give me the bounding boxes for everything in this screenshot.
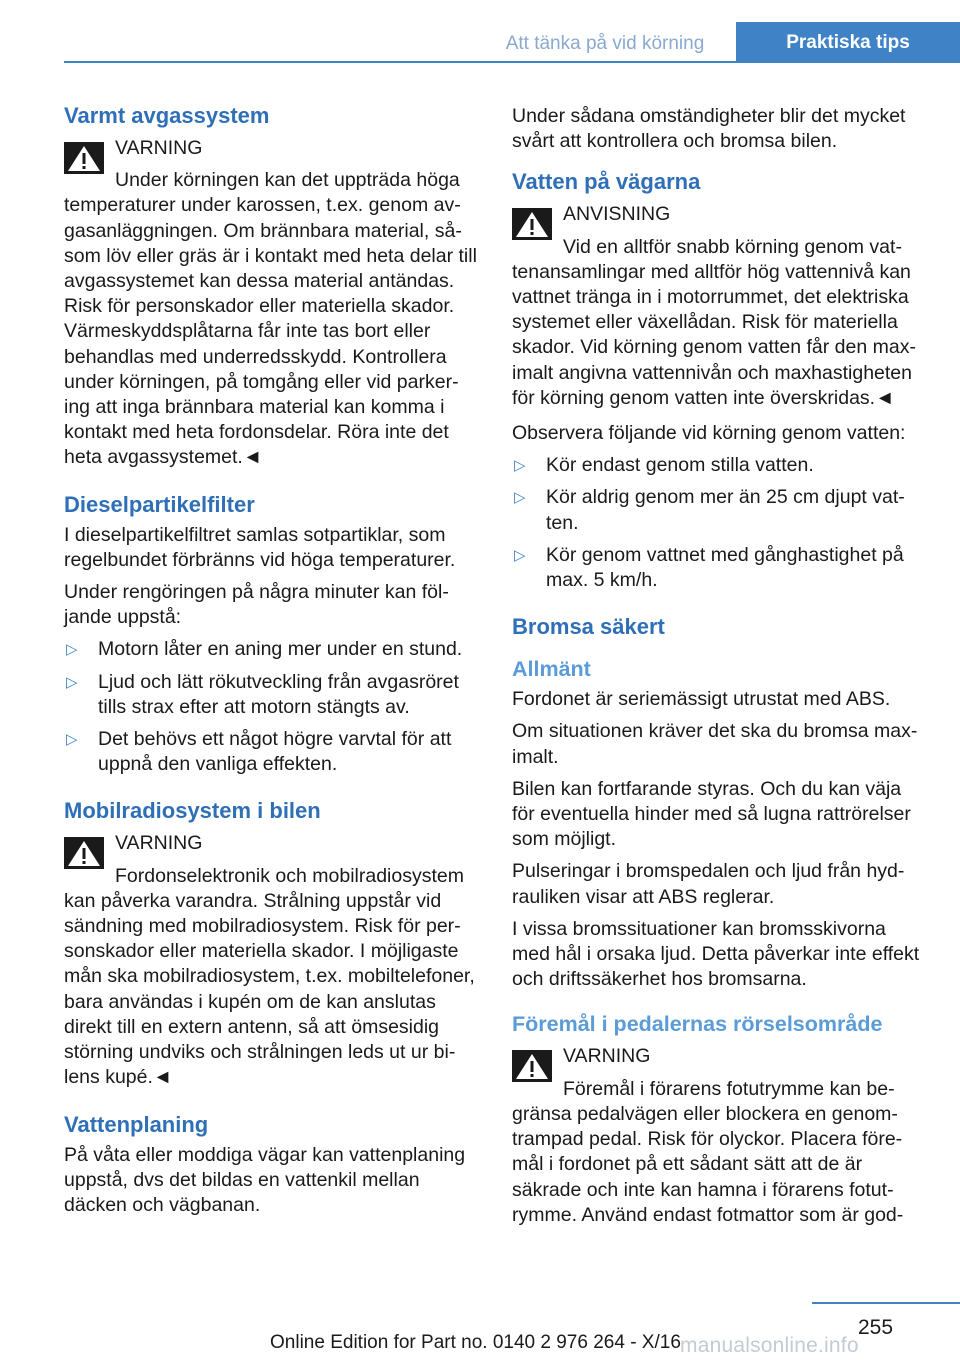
- list-item: ▷ Det behövs ett något högre varvtal för att uppnå den vanliga effekten.: [66, 728, 452, 776]
- notice-type: VARNING: [563, 1045, 651, 1068]
- section-title-vatten-pa-vagarna: Vatten på vägarna: [512, 169, 701, 195]
- tab-chapter[interactable]: Att tänka på vid körning: [505, 33, 705, 54]
- paragraph: Om situationen kräver det ska du bromsa maximalt.: [512, 720, 918, 768]
- notice-text: Vid en alltför snabb körning genom vattenansamlingar med alltför hög vattennivå kan vattnet tränga in i motorrummet, det elektriska systemet eller växellådan. Risk för materiella skador. Vid körning genom vatten får den maximalt angivna vattennivån och maxhastigheten för körning genom vatten inte överskridas.◄: [512, 235, 916, 409]
- triangle-bullet-icon: ▷: [66, 641, 78, 659]
- triangle-bullet-icon: ▷: [514, 457, 526, 475]
- tab-section[interactable]: Praktiska tips: [736, 22, 960, 62]
- subsection-title-foremal-i-pedalerna: Föremål i pedalernas rörselsområde: [512, 1012, 883, 1037]
- left-column: [64, 100, 478, 1225]
- bullet-list: [64, 637, 478, 777]
- footer-rule: [812, 1302, 960, 1304]
- paragraph: Observera följande vid körning genom vatten:: [512, 422, 906, 445]
- notice-type: VARNING: [115, 832, 203, 855]
- notice-type: ANVISNING: [563, 203, 671, 226]
- triangle-bullet-icon: ▷: [66, 673, 78, 691]
- warning-triangle-icon: [512, 208, 552, 240]
- warning-triangle-icon: [64, 837, 104, 869]
- section-title-bromsa-sakert: Bromsa säkert: [512, 614, 665, 640]
- paragraph: Fordonet är seriemässigt utrustat med ABS.: [512, 688, 891, 711]
- list-item: ▷ Kör endast genom stilla vatten.: [512, 453, 926, 478]
- bullet-list: [512, 453, 926, 593]
- page-header: [0, 0, 960, 62]
- notice-type: VARNING: [115, 137, 203, 159]
- warning-triangle-icon: [64, 142, 104, 174]
- section-title-varmt-avgassystem: Varmt avgassystem: [64, 103, 270, 128]
- warning-notice: [64, 136, 478, 471]
- paragraph: Under rengöringen på några minuter kan följande uppstå:: [64, 581, 449, 629]
- warning-notice: [512, 1044, 926, 1227]
- list-item: ▷ Ljud och lätt rökutveckling från avgasröret tills strax efter att motorn stängts av.: [66, 670, 459, 718]
- notice-text: Fordonselektronik och mobilradiosystem kan påverka varandra. Strålning uppstår vid sändning med mobilradiosystem. Risk för personskador eller materiella skador. I möjligaste mån ska mobilradiosystem, t.ex. mobiltelefoner, bara användas i kupén om de kan anslutas direkt till en extern antenn, så att ömsesidig störning undviks och strålningen leds ut ur bilens kupé.◄: [64, 864, 475, 1089]
- triangle-bullet-icon: ▷: [66, 731, 78, 749]
- section-title-dieselpartikelfilter: Dieselpartikelfilter: [64, 491, 255, 517]
- warning-notice: [64, 831, 478, 1090]
- header-rule: [64, 61, 960, 63]
- warning-triangle-icon: [512, 1050, 552, 1082]
- right-column: [512, 100, 926, 1238]
- paragraph: I vissa bromssituationer kan bromsskivorna med hål i orsaka ljud. Detta påverkar inte effekt och driftssäkerhet hos bromsarna.: [512, 917, 920, 991]
- section-title-vattenplaning: Vattenplaning: [64, 1111, 209, 1137]
- section-title-mobilradiosystem: Mobilradiosystem i bilen: [64, 798, 321, 824]
- triangle-bullet-icon: ▷: [514, 489, 526, 507]
- list-item: ▷ Motorn låter en aning mer under en stund.: [64, 637, 478, 662]
- notice-text: Föremål i förarens fotutrymme kan begränsa pedalvägen eller blockera en genomtrampad pedal. Risk för olyckor. Placera föremål i fordonet på ett sådant sätt att de är säkrade och inte kan hamna i förarens fotutrymme. Använd endast fotmattor som är god-: [512, 1077, 904, 1226]
- page-number: 255: [858, 1316, 894, 1339]
- paragraph: Pulseringar i bromspedalen och ljud från hydrauliken visar att ABS reglerar.: [512, 860, 905, 908]
- paragraph: På våta eller moddiga vägar kan vattenplaning uppstå, dvs det bildas en vattenkil mellan däcken och vägbanan.: [64, 1143, 466, 1216]
- paragraph: Bilen kan fortfarande styras. Och du kan väja för eventuella hinder med så lugna rattrörelser som möjligt.: [512, 777, 911, 851]
- list-item: ▷ Kör aldrig genom mer än 25 cm djupt vatten.: [514, 486, 905, 534]
- list-item: ▷ Kör genom vattnet med gånghastighet på max. 5 km/h.: [514, 543, 904, 592]
- edition-footer: Online Edition for Part no. 0140 2 976 264 - X/16: [270, 1332, 681, 1353]
- notice-text: Under körningen kan det uppträda höga temperaturer under karossen, t.ex. genom avgasanläggningen. Om brännbara material, såsom löv eller gräs är i kontakt med heta delar till avgassystemet kan dessa material antändas. Risk för personskador eller materiella skador. Värmeskyddsplåtarna får inte tas bort eller behandlas med underredsskydd. Kontrollera under körningen, på tomgång eller vid parkering att inga brännbara material kan komma i kontakt med heta fordonsdelar. Röra inte det heta avgassystemet.◄: [64, 169, 477, 469]
- triangle-bullet-icon: ▷: [514, 546, 526, 564]
- subsection-title-allmant: Allmänt: [512, 657, 591, 682]
- paragraph: I dieselpartikelfiltret samlas sotpartiklar, som regelbundet förbränns vid höga temperaturer.: [64, 523, 456, 571]
- caution-notice: [512, 202, 926, 411]
- watermark: manualsonline.info: [680, 1334, 859, 1357]
- paragraph: Under sådana omständigheter blir det mycket svårt att kontrollera och bromsa bilen.: [512, 105, 906, 153]
